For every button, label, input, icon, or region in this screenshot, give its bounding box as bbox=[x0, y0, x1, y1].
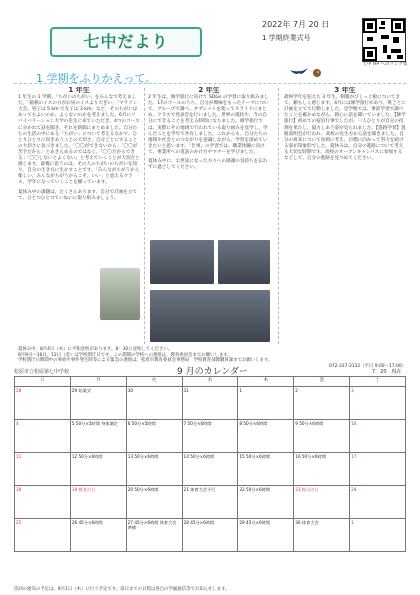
note-line: 学校閉庁日期間中の事故や事件発生時等による緊急の連絡は、松原市教育委員会事務局 学校教育部教職員課までお願いします。 bbox=[18, 358, 273, 364]
grade2-extra: 夏休み中に、お世話になった方々への感謝の気持ちを忘れずに過ごしてください。 bbox=[148, 159, 268, 171]
calendar-day: 8 50分×6時間 bbox=[238, 420, 294, 453]
calendar-day: 31 bbox=[182, 387, 238, 420]
calendar-day: 17 bbox=[350, 453, 406, 486]
note-line: 夏休み中、8月4日（木）に平和登校があります。8：30に登校してください。 bbox=[18, 347, 173, 352]
note-line: 8月9日〜16日、12日（金）は学校閉庁日です。この期間の学校への連絡は、教育委員会までお願いします。 bbox=[18, 352, 232, 358]
grade3-title: 3 年生 bbox=[334, 87, 356, 94]
grade2-photo-assembly bbox=[150, 290, 270, 342]
grade2-photo-classroom bbox=[150, 240, 214, 284]
calendar-day: 14 50分×6時間 bbox=[182, 453, 238, 486]
calendar-week bbox=[15, 420, 406, 453]
calendar-day: 1 bbox=[350, 519, 406, 552]
calendar-week bbox=[15, 486, 406, 519]
weekday-header: 火 bbox=[126, 377, 182, 387]
grade2-body: 2 年生は、修学旅行に向けて SDGs の学習に取り組みました。17のゴールのうち、自分が興味をもったテーマについて、グループで調べ、タブレットを使ってスライドにまとめ、クラスで発表会を行いました。世界の現状や、今の自分にできることを考える時間になりました。修学旅行では、実際にその地域で行われている取り組みを見学し、学んだことを学年で共有しました。これからも、自分たちの地域や社会とのつながりを意識しながら、学習を深めていきたいと思います。「仕事」の学習では、職業体験に向けて、事業所への電話のかけ方やマナーを学びました。 bbox=[148, 95, 269, 155]
weekday-header: 金 bbox=[294, 377, 350, 387]
calendar-day: 15 50分×6時間 bbox=[238, 453, 294, 486]
calendar-weekday-row bbox=[15, 377, 406, 387]
calendar-day: 28 45分×6時間 bbox=[182, 519, 238, 552]
note-phone: 072-337-3132（平日 9:00〜17:00） bbox=[329, 363, 406, 369]
calendar-title: 9 月のカレンダー bbox=[177, 367, 249, 377]
calendar-day: 2 bbox=[294, 387, 350, 420]
calendar-day: 4 bbox=[15, 420, 71, 453]
calendar-day: 3 bbox=[350, 387, 406, 420]
calendar-day: 13 50分×6時間 bbox=[126, 453, 182, 486]
calendar-day: 23 秋分の日 bbox=[294, 486, 350, 519]
swallow-icon bbox=[290, 68, 308, 81]
column-divider bbox=[278, 88, 279, 344]
calendar-day: 22 50分×6時間 bbox=[238, 486, 294, 519]
calendar-day: 30 体育大会 bbox=[294, 519, 350, 552]
calendar-day: 28 bbox=[15, 387, 71, 420]
calendar-day: 9 50分×6時間 bbox=[294, 420, 350, 453]
grade3-column bbox=[284, 87, 406, 345]
calendar-day: 12 50分×6時間 bbox=[70, 453, 126, 486]
weekday-header: 木 bbox=[238, 377, 294, 387]
calendar-day: 10 bbox=[350, 420, 406, 453]
calendar-day: 18 bbox=[15, 486, 71, 519]
weekday-header: 日 bbox=[15, 377, 71, 387]
calendar-day: 20 50分×6時間 bbox=[126, 486, 182, 519]
issue-name: 1 学期終業式号 bbox=[262, 34, 311, 42]
newsletter-title: 七中だより bbox=[50, 27, 202, 57]
calendar-day: 19 敬老の日 bbox=[70, 486, 126, 519]
grade2-title: 2 年生 bbox=[198, 87, 220, 94]
calendar-week bbox=[15, 453, 406, 486]
grade3-body: 最終学年を迎えた 3 年生。制服がびしっと板についてきて、頼もしく感じます。4月には修学旅行があり、班ごとに計画を立てて行動しました。見学地では、事前学習で調べたことを確かめながら、熱心に話を聞いていました。【修学旅行】初めての宿泊行事でしたが、一人ひとりが自分の役割を果たし、協力しあう姿が見られました。【進路学習】進路説明会が行われ、高校の先生方から話を聞きました。自分の将来について真剣に考え、目標に向かって努力を続ける姿が印象的でした。夏休みは、自分の進路について考える大切な時期です。高校のオープンキャンパスに参加するなどして、自分の進路を見つめてください。 bbox=[284, 95, 406, 162]
calendar-day: 16 50分×6時間 bbox=[294, 453, 350, 486]
grade1-extra: 夏休み中の課題は、たくさんあります。自分で計画を立てて、ひとつひとつていねいに取り組みましょう。 bbox=[18, 189, 138, 201]
calendar-day: 11 bbox=[15, 453, 71, 486]
calendar-table bbox=[14, 376, 406, 552]
calendar-day: 5 50分×5時間 身体測定 bbox=[70, 420, 126, 453]
calendar-day: 25 bbox=[15, 519, 71, 552]
weekday-header: 水 bbox=[182, 377, 238, 387]
calendar-week bbox=[15, 387, 406, 420]
calendar-day: 7 50分×6時間 bbox=[182, 420, 238, 453]
qr-code-icon[interactable] bbox=[362, 18, 406, 62]
calendar-week bbox=[15, 519, 406, 552]
header-divider bbox=[14, 83, 406, 84]
column-divider bbox=[144, 88, 145, 344]
grade2-photo-lecture bbox=[218, 240, 270, 284]
calendar-day: 29 45分×6時間 bbox=[238, 519, 294, 552]
qr-caption: 七中 HP へのリンク集 bbox=[362, 62, 408, 67]
bird-icon bbox=[312, 68, 322, 81]
weekday-header: 土 bbox=[350, 377, 406, 387]
weekday-header: 月 bbox=[70, 377, 126, 387]
issue-date: 2022年 7月 20 日 bbox=[262, 20, 330, 29]
calendar-day: 24 bbox=[350, 486, 406, 519]
section-subtitle: 1 学期をふりかえって。 bbox=[36, 72, 157, 85]
calendar-day: 1 bbox=[238, 387, 294, 420]
calendar-day: 26 45分×6時間 bbox=[70, 519, 126, 552]
grade1-illustration bbox=[100, 268, 140, 320]
calendar-day: 21 体育大会予行 bbox=[182, 486, 238, 519]
grade1-body: 1 年生の 1 学期、「ちがいのちがい」をみんなで考えました。「箱根のイスの方がお昼のイスより大きい」「マラソン大会、男子は 5 km で女子は 3 km」など、そのちがいはあってもよいのか、よくないのかを考えました。6月にリバイバリーション大学の先生に来ていただき、4つのコースに分かれて話を聞き、それを新聞にまとめました。自分たちの生活の中にある「ちがい」について考えるなかで、ひとりひとりに向きあうことの大切さ、自分ごとにすることの大切さに気づきました。「〇〇ができないから」「〇〇が苦手だから」とあきらめるのではなく、「〇〇だからできる」「〇〇しないとよくない」と考えていくことが大切だと感じます。最後に思うのは、その人のちがいのちがいを知り、自分の生き方に生かすことです。「みんながちがうから楽しい。みんながちがうからこそ、いい」と思えるクラス、学年になっていくことを願っています。 bbox=[18, 95, 140, 186]
calendar-date: 7．20 現在 bbox=[372, 369, 402, 375]
calendar-day: 30 bbox=[126, 387, 182, 420]
grade2-column bbox=[148, 87, 270, 237]
grade1-title: 1 年生 bbox=[68, 87, 90, 94]
calendar-day: 29 始業式 bbox=[70, 387, 126, 420]
footer-note: 次回の頒布の予定は、9月1日（木）に行う予定です。前日までの日程は各自の学級通信等でお知らせします。 bbox=[14, 587, 230, 592]
calendar-day: 6 50分×5時間 bbox=[126, 420, 182, 453]
school-name: 松原市立松原第七中学校 bbox=[14, 369, 70, 375]
calendar-day: 27 45分×6時間 体育大会準備 bbox=[126, 519, 182, 552]
